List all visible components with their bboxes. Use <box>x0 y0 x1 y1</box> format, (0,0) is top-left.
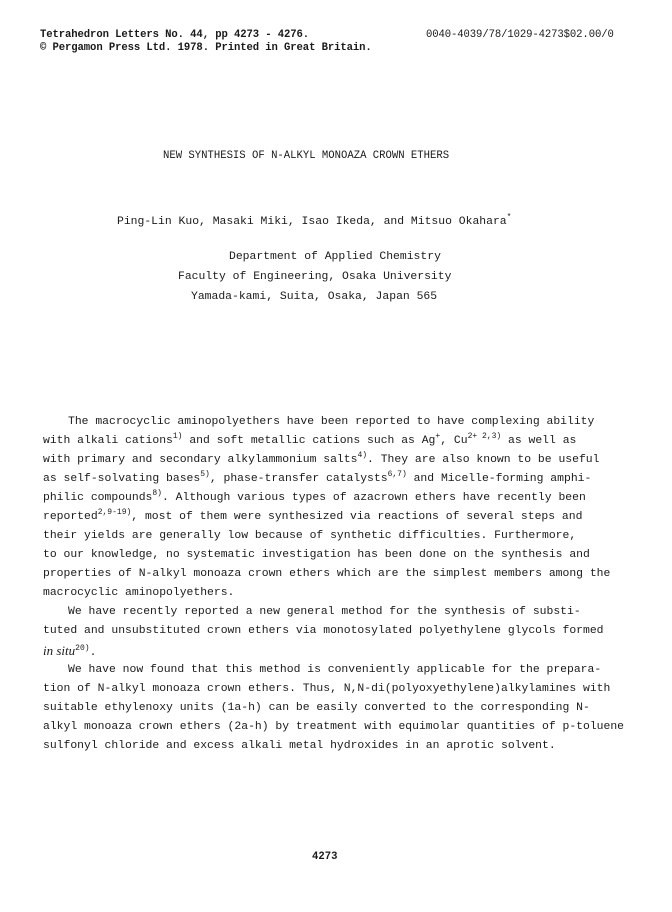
body-line: reported$^{2,9-19)}$, most of them were synthesized via reactions of several steps and <box>43 508 583 523</box>
body-line: We have recently reported a new general method for the synthesis of substi- <box>68 606 581 618</box>
body-line: macrocyclic aminopolyethers. <box>43 587 235 599</box>
body-line: philic compounds$^{8)}$. Although various types of azacrown ethers have recently been <box>43 489 586 504</box>
body-line: in situ$^{20)}$. <box>43 643 97 659</box>
authors-text: Ping-Lin Kuo, Masaki Miki, Isao Ikeda, and Mitsuo Okahara <box>117 216 507 228</box>
body-line: with alkali cations$^{1)}$ and soft metallic cations such as Ag+, $Cu^{2+ 2,3)}$ as well as <box>43 432 577 447</box>
body-line: sulfonyl chloride and excess alkali metal hydroxides in an aprotic solvent. <box>43 740 556 752</box>
body-line: The macrocyclic aminopolyethers have been reported to have complexing ability <box>68 416 595 428</box>
body-line: We have now found that this method is conveniently applicable for the prepara- <box>68 664 602 676</box>
affiliation-address: Yamada-kami, Suita, Osaka, Japan 565 <box>191 291 438 303</box>
affiliation-faculty: Faculty of Engineering, Osaka University <box>178 271 452 283</box>
body-line: tuted and unsubstituted crown ethers via monotosylated polyethylene glycols formed <box>43 625 604 637</box>
body-line: their yields are generally low because of synthetic difficulties. Furthermore, <box>43 530 577 542</box>
in-situ-italic: in situ <box>43 643 76 658</box>
body-line: alkyl monoaza crown ethers (2a-h) by treatment with equimolar quantities of p-toluene <box>43 721 625 733</box>
body-line: suitable ethylenoxy units (1a-h) can be easily converted to the corresponding N- <box>43 702 590 714</box>
body-line: tion of N-alkyl monoaza crown ethers. Thus, N,N-di(polyoxyethylene)alkylamines with <box>43 683 611 695</box>
publisher-line: © Pergamon Press Ltd. 1978. Printed in Great Britain. <box>40 42 372 54</box>
article-title: NEW SYNTHESIS OF N-ALKYL MONOAZA CROWN ETHERS <box>163 150 450 162</box>
journal-line: Tetrahedron Letters No. 44, pp 4273 - 4276. <box>40 29 310 41</box>
affiliation-department: Department of Applied Chemistry <box>229 251 441 263</box>
body-line: as self-solvating bases$^{5)}$, phase-transfer catalysts$^{6,7)}$ and Micelle-forming amphi- <box>43 470 592 485</box>
corresponding-author-mark: * <box>506 213 512 222</box>
author-list <box>117 213 512 228</box>
body-line: properties of N-alkyl monoaza crown ethers which are the simplest members among the <box>43 568 611 580</box>
page-number: 4273 <box>312 851 338 863</box>
body-line: to our knowledge, no systematic investigation has been done on the synthesis and <box>43 549 590 561</box>
article-code: 0040-4039/78/1029-4273$02.00/0 <box>426 29 614 41</box>
body-line: with primary and secondary alkylammonium salts$^{4)}$. They are also known to be useful <box>43 451 600 466</box>
